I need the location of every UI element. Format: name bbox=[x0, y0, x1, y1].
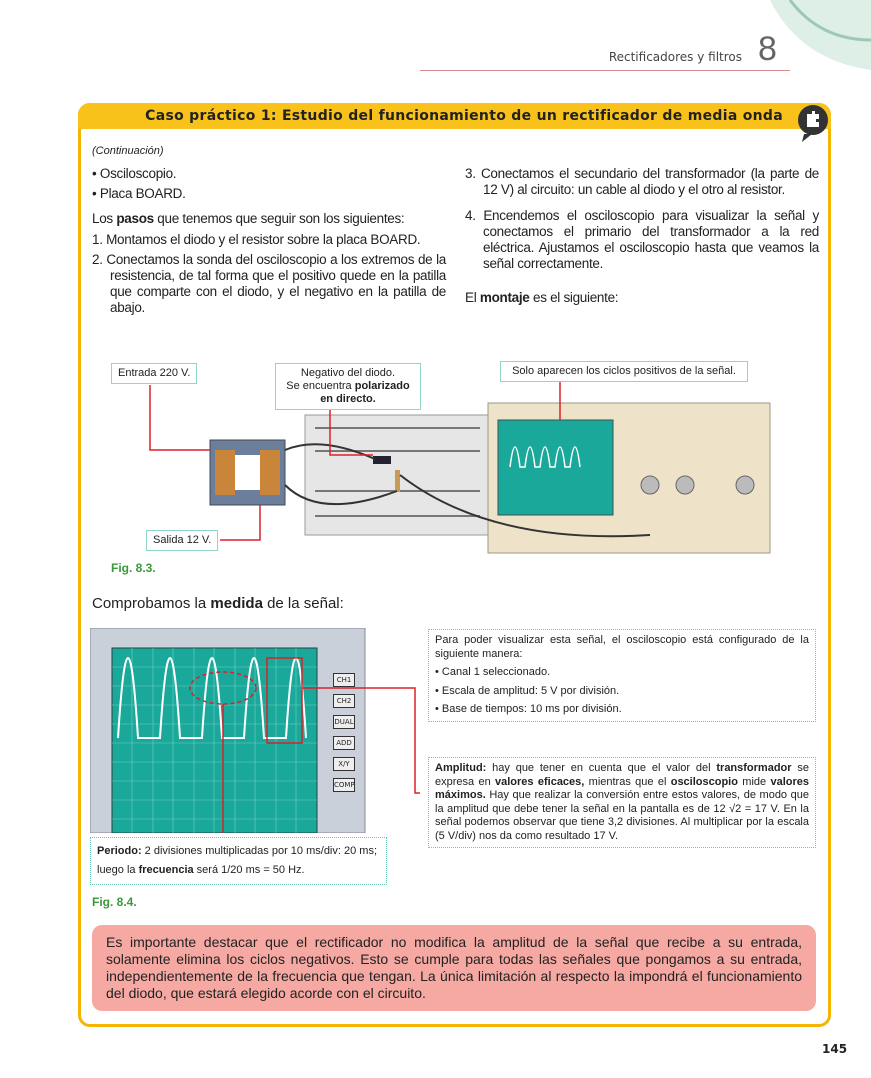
chapter-title: Rectificadores y filtros bbox=[608, 50, 742, 64]
resistor bbox=[395, 470, 400, 492]
bullet: • Osciloscopio. bbox=[92, 166, 177, 181]
page-number: 145 bbox=[822, 1042, 848, 1056]
dual-button[interactable]: DUAL bbox=[333, 715, 355, 729]
label-input: Entrada 220 V. bbox=[111, 363, 197, 384]
label-diode-negative: Negativo del diodo. Se encuentra polarizado en directo. bbox=[275, 363, 421, 410]
important-note: Es importante destacar que el rectificador no modifica la amplitud de la señal que recibe a su entrada, solamente elimina los ciclos negativos. Esto se cumple para todas las señales que pongamos a su entrada, independientemente de la frecuencia que tengan. La única limitación al respecto la impondrá el funcionamiento del diodo, que estará elegido acorde con el circuito. bbox=[92, 925, 816, 1011]
step-4: 4. Encendemos el osciloscopio para visualizar la señal y conectamos el primario del transformador a la red eléctrica. Ajustamos el osciloscopio hasta que veamos la señal correctamente. bbox=[465, 208, 819, 271]
step-3: 3. Conectamos el secundario del transformador (la parte de 12 V) al circuito: un cable al diodo y el otro al resistor. bbox=[465, 166, 819, 197]
period-note: Periodo: 2 divisiones multiplicadas por 10 ms/div: 20 ms; luego la frecuencia será 1/20 ms = 50 Hz. bbox=[90, 837, 387, 885]
comp-button[interactable]: COMP bbox=[333, 778, 355, 792]
puzzle-icon bbox=[796, 104, 830, 142]
config-note: Para poder visualizar esta señal, el osciloscopio está configurado de la siguiente manera: • Canal 1 seleccionado. • Escala de amplitud: 5 V por división. • Base de tiempos: 10 ms por división. bbox=[428, 629, 816, 722]
diode bbox=[373, 456, 391, 464]
xy-button[interactable]: X/Y bbox=[333, 757, 355, 771]
amplitude-note: Amplitud: hay que tener en cuenta que el valor del transformador se expresa en valores eficaces, mientras que el osciloscopio mide valores máximos. Hay que realizar la conversión entre estos valores, de modo que la amplitud que debe tener la señal en la pantalla es de 12 √2 = 17 V. En la señal podemos observar que tiene 3,2 divisiones. Al multiplicar por la escala (5 V/div) nos da como resultado 17 V. bbox=[428, 757, 816, 848]
header-divider bbox=[420, 70, 790, 71]
left-column bbox=[92, 166, 446, 316]
oscilloscope-screen bbox=[90, 628, 420, 833]
figure-caption: Fig. 8.4. bbox=[92, 895, 137, 909]
label-output: Salida 12 V. bbox=[146, 530, 218, 551]
bullet: • Placa BOARD. bbox=[92, 186, 186, 201]
measure-intro: Comprobamos la medida de la señal: bbox=[92, 595, 344, 612]
add-button[interactable]: ADD bbox=[333, 736, 355, 750]
figure-caption: Fig. 8.3. bbox=[111, 561, 156, 575]
step-2: 2. Conectamos la sonda del osciloscopio a los extremos de la resistencia, de tal forma que el positivo quede en la patilla que comparte con el diodo, y el negativo en la patilla de abajo. bbox=[92, 252, 446, 315]
montaje-intro: El montaje es el siguiente: bbox=[465, 290, 619, 305]
chapter-number: 8 bbox=[758, 30, 777, 68]
channel-buttons bbox=[333, 673, 355, 799]
step-1: 1. Montamos el diodo y el resistor sobre la placa BOARD. bbox=[92, 232, 421, 247]
case-study-title: Caso práctico 1: Estudio del funcionamiento de un rectificador de media onda bbox=[78, 103, 831, 129]
label-positive-cycles: Solo aparecen los ciclos positivos de la señal. bbox=[500, 361, 748, 382]
continuation-label: (Continuación) bbox=[92, 145, 164, 157]
ch2-button[interactable]: CH2 bbox=[333, 694, 355, 708]
ch1-button[interactable]: CH1 bbox=[333, 673, 355, 687]
steps-intro: Los pasos que tenemos que seguir son los siguientes: bbox=[92, 211, 405, 226]
right-column bbox=[465, 166, 819, 306]
